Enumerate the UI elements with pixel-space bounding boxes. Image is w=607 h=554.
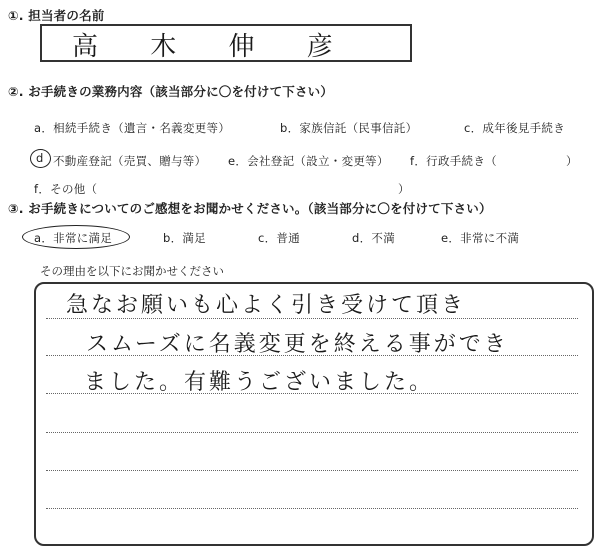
comment-line-2: スムーズに名義変更を終える事ができ xyxy=(86,332,509,357)
service-option-b[interactable]: b．家族信託（民事信託） xyxy=(280,121,418,135)
service-option-a[interactable]: a．相続手続き（遺言・名義変更等） xyxy=(34,121,231,135)
close-paren-other: ） xyxy=(398,182,410,196)
service-option-e[interactable]: e．会社登記（設立・変更等） xyxy=(228,154,389,168)
close-paren-admin: ） xyxy=(566,154,578,168)
service-option-c[interactable]: c．成年後見手続き xyxy=(464,121,566,135)
service-option-d[interactable]: 不動産登記（売買、贈与等） xyxy=(53,154,207,168)
service-option-f-other[interactable]: f．その他（ xyxy=(34,182,98,196)
satisfaction-option-e[interactable]: e．非常に不満 xyxy=(441,231,520,245)
ruled-line xyxy=(46,432,578,433)
service-option-d-letter[interactable]: d xyxy=(36,151,44,165)
satisfaction-option-b[interactable]: b．満足 xyxy=(163,231,206,245)
service-option-f-admin[interactable]: f．行政手続き（ xyxy=(410,154,497,168)
section3-heading: ③. お手続きについてのご感想をお聞かせください。（該当部分に〇を付けて下さい） xyxy=(8,201,492,216)
comment-line-3: ました。有難うございました。 xyxy=(84,370,435,395)
satisfaction-option-a[interactable]: a．非常に満足 xyxy=(34,231,113,245)
satisfaction-option-d[interactable]: d．不満 xyxy=(352,231,395,245)
section1-heading: ①. 担当者の名前 xyxy=(8,8,105,23)
ruled-line xyxy=(46,508,578,509)
comment-box[interactable] xyxy=(34,282,594,546)
ruled-line xyxy=(46,470,578,471)
comment-line-1: 急なお願いも心よく引き受けて頂き xyxy=(66,293,467,318)
satisfaction-option-c[interactable]: c．普通 xyxy=(258,231,301,245)
reason-label: その理由を以下にお聞かせください xyxy=(40,264,224,278)
section2-heading: ②. お手続きの業務内容（該当部分に〇を付けて下さい） xyxy=(8,84,334,99)
staff-name: 高 木 伸 彦 xyxy=(72,32,355,62)
